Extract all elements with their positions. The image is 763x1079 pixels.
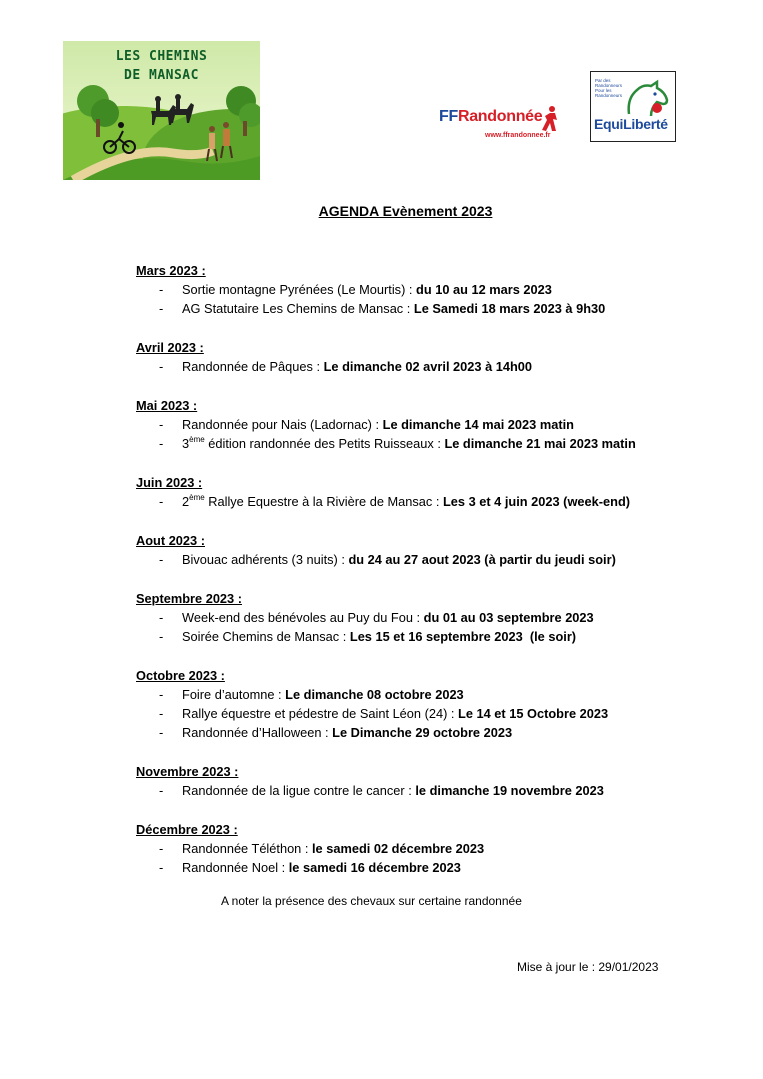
month-block <box>136 667 756 743</box>
event-date: le samedi 16 décembre 2023 <box>288 860 461 875</box>
bullet-dash: - <box>159 706 164 721</box>
event-separator: : <box>404 783 416 798</box>
agenda-list <box>136 262 756 898</box>
bullet-dash: - <box>159 301 164 316</box>
month-title: Décembre 2023 : <box>136 822 238 837</box>
event-item <box>136 416 756 435</box>
bullet-dash: - <box>159 841 164 856</box>
event-date: Le Samedi 18 mars 2023 à 9h30 <box>413 301 606 316</box>
event-item <box>136 300 756 319</box>
ffrandonnee-logo-url: www.ffrandonnee.fr <box>485 132 551 139</box>
event-separator: : <box>339 629 350 644</box>
event-label: Foire d’automne <box>182 687 275 702</box>
event-date: du 24 au 27 aout 2023 (à partir du jeudi soir) <box>348 552 616 567</box>
bullet-dash: - <box>159 359 164 374</box>
event-separator: : <box>412 610 424 625</box>
event-item <box>136 859 756 878</box>
month-title: Aout 2023 : <box>136 533 205 548</box>
event-date: Les 3 et 4 juin 2023 (week-end) <box>442 494 631 509</box>
event-date: du 01 au 03 septembre 2023 <box>423 610 594 625</box>
equiliberte-logo-tagline: Par des Randonneurs Pour les Randonneurs <box>595 78 623 98</box>
event-label: Rallye équestre et pédestre de Saint Léon (24) <box>182 706 448 721</box>
event-date: Le dimanche 14 mai 2023 matin <box>382 417 574 432</box>
event-item <box>136 840 756 859</box>
event-ordinal-suffix: ème <box>189 492 205 502</box>
event-label: Randonnée de Pâques <box>182 359 313 374</box>
event-separator: : <box>312 359 324 374</box>
last-update: Mise à jour le : 29/01/2023 <box>517 960 659 974</box>
ffrandonnee-logo-name <box>439 108 542 126</box>
event-label: édition randonnée des Petits Ruisseaux <box>204 436 434 451</box>
event-separator: : <box>301 841 312 856</box>
ffrandonnee-logo <box>439 105 564 145</box>
horses-note: A noter la présence des chevaux sur certaine randonnée <box>221 894 522 908</box>
month-block <box>136 397 756 454</box>
event-item <box>136 435 756 454</box>
bullet-dash: - <box>159 687 164 702</box>
event-separator: : <box>432 494 443 509</box>
event-label: Soirée Chemins de Mansac <box>182 629 340 644</box>
event-label: Randonnée pour Nais (Ladornac) <box>182 417 372 432</box>
event-label: Sortie montagne Pyrénées (Le Mourtis) <box>182 282 406 297</box>
month-block <box>136 262 756 319</box>
bullet-dash: - <box>159 860 164 875</box>
ffrandonnee-logo-prefix: FF <box>439 108 458 125</box>
event-date: Le dimanche 21 mai 2023 matin <box>444 436 636 451</box>
month-title: Mai 2023 : <box>136 398 198 413</box>
bullet-dash: - <box>159 629 164 644</box>
event-item <box>136 493 756 512</box>
event-label: Week-end des bénévoles au Puy du Fou <box>182 610 413 625</box>
event-separator: : <box>405 282 417 297</box>
page-title <box>0 203 763 219</box>
month-title: Septembre 2023 : <box>136 591 242 606</box>
event-separator: : <box>337 552 349 567</box>
bullet-dash: - <box>159 436 164 451</box>
event-item <box>136 281 756 300</box>
equiliberte-logo <box>590 71 676 142</box>
month-block <box>136 532 756 570</box>
event-item <box>136 628 756 647</box>
event-label: Bivouac adhérents (3 nuits) <box>182 552 338 567</box>
month-title: Novembre 2023 : <box>136 764 239 779</box>
event-date: du 10 au 12 mars 2023 <box>416 282 552 297</box>
event-item <box>136 705 756 724</box>
event-label: AG Statutaire Les Chemins de Mansac <box>182 301 404 316</box>
event-separator: : <box>321 725 333 740</box>
bullet-dash: - <box>159 552 164 567</box>
bullet-dash: - <box>159 494 164 509</box>
hiker-icon <box>540 105 562 133</box>
month-block <box>136 763 756 801</box>
event-date: Le dimanche 02 avril 2023 à 14h00 <box>323 359 533 374</box>
event-date: le dimanche 19 novembre 2023 <box>415 783 604 798</box>
event-label: Rallye Equestre à la Rivière de Mansac <box>204 494 433 509</box>
bullet-dash: - <box>159 282 164 297</box>
bullet-dash: - <box>159 610 164 625</box>
event-label: Randonnée de la ligue contre le cancer <box>182 783 405 798</box>
event-separator: : <box>278 860 289 875</box>
event-item <box>136 724 756 743</box>
month-title: Mars 2023 : <box>136 263 206 278</box>
event-item <box>136 782 756 801</box>
event-label: Randonnée Téléthon <box>182 841 302 856</box>
event-date: Le dimanche 08 octobre 2023 <box>285 687 464 702</box>
event-label: Randonnée d’Halloween <box>182 725 322 740</box>
event-separator: : <box>447 706 459 721</box>
event-ordinal-suffix: ème <box>189 434 205 444</box>
month-title: Avril 2023 : <box>136 340 204 355</box>
event-item <box>136 358 756 377</box>
event-date: Le 14 et 15 Octobre 2023 <box>458 706 609 721</box>
bullet-dash: - <box>159 725 164 740</box>
equiliberte-logo-name: EquiLiberté <box>594 116 668 132</box>
event-item <box>136 609 756 628</box>
bullet-dash: - <box>159 783 164 798</box>
mansac-logo-line2: DE MANSAC <box>124 68 199 83</box>
ffrandonnee-logo-word: Randonnée <box>457 108 543 125</box>
mansac-logo <box>63 41 260 180</box>
event-label: Randonnée Noel <box>182 860 279 875</box>
mansac-logo-line1: LES CHEMINS <box>115 49 208 64</box>
event-item <box>136 686 756 705</box>
horse-head-icon <box>621 78 671 118</box>
month-block <box>136 590 756 647</box>
event-item <box>136 551 756 570</box>
event-ordinal: 2 <box>182 494 190 509</box>
event-separator: : <box>433 436 445 451</box>
event-date: Le Dimanche 29 octobre 2023 <box>332 725 513 740</box>
month-block <box>136 339 756 377</box>
page-title-text: AGENDA Evènement 2023 <box>318 203 493 219</box>
event-date: le samedi 02 décembre 2023 <box>311 841 485 856</box>
month-block <box>136 821 756 878</box>
event-separator: : <box>371 417 383 432</box>
month-title: Octobre 2023 : <box>136 668 225 683</box>
event-ordinal: 3 <box>182 436 190 451</box>
event-date: Les 15 et 16 septembre 2023 (le soir) <box>349 629 577 644</box>
month-block <box>136 474 756 512</box>
event-separator: : <box>403 301 414 316</box>
event-separator: : <box>274 687 286 702</box>
month-title: Juin 2023 : <box>136 475 203 490</box>
bullet-dash: - <box>159 417 164 432</box>
